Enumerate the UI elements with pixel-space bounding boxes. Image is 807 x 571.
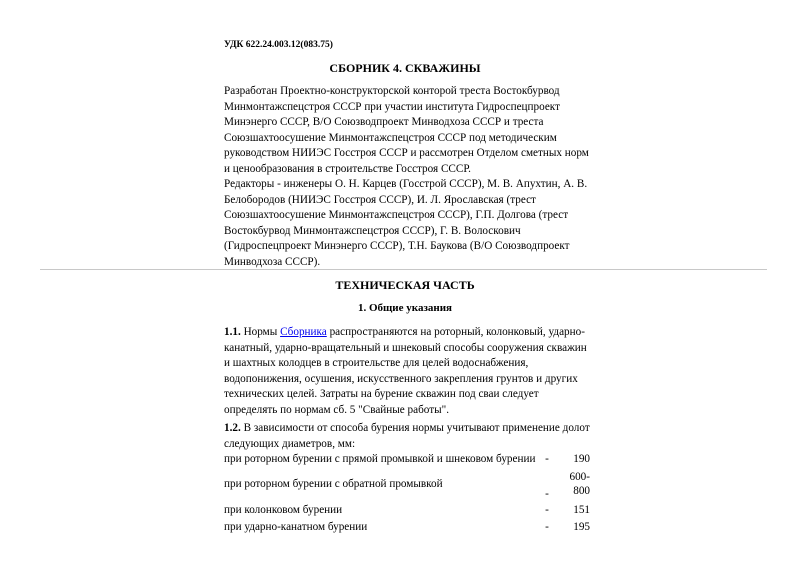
clause-text: В зависимости от способа бурения нормы учитывают применение долот следующих диаметров, мм: (224, 422, 590, 450)
bit-diameters-table (224, 450, 590, 535)
table-row (224, 467, 590, 501)
clause-text-start: Нормы (240, 326, 281, 338)
drilling-method-label: при роторном бурении с прямой промывкой и шнековом бурении (224, 452, 536, 465)
drilling-method-label: при роторном бурении с обратной промывкой (224, 478, 443, 490)
table-row (224, 450, 590, 467)
drilling-method-label: при колонковом бурении (224, 503, 343, 516)
diameter-value-top: 600- (569, 471, 590, 483)
dash: - (545, 452, 549, 465)
diameter-value (555, 467, 590, 501)
drilling-method-label: при ударно-канатном бурении (224, 520, 368, 533)
clause-1-1 (224, 325, 590, 419)
dash: - (545, 520, 549, 533)
diameter-value: 195 (573, 520, 590, 533)
diameter-value: 151 (573, 503, 590, 516)
editors-paragraph: Редакторы - инженеры О. Н. Карцев (Госстрой СССР), М. В. Апухтин, А. В. Белобородов (НИИЭС Госстроя СССР), И. Л. Ярославская (трест Союзшахтоосушение Минмонтажспецстроя СССР), Г.П. Долгова (трест Востокбурвод Минмонтажспецстроя СССР), Г. В. Волоскович (Гидроспецпроект Минэнерго СССР), Т.Н. Баукова (В/О Союзводпроект Минводхоза СССР). (224, 178, 588, 268)
section-divider (40, 269, 767, 270)
diameter-value-bottom: 800 (573, 485, 590, 497)
dash: - (545, 503, 549, 516)
diameter-value: 190 (573, 452, 590, 465)
clause-1-2 (224, 421, 590, 452)
clause-text-rest: распространяются на роторный, колонковый, ударно-канатный, ударно-вращательный и шнековый способы сооружения скважин и шахтных колодцев в строительстве для целей водоснабжения, водопонижения, осушения, искусственного закрепления грунтов и других технических целей. Затраты на бурение скважин под сваи следует определять по нормам сб. 5 "Свайные работы". (224, 326, 587, 416)
table-row (224, 518, 590, 535)
technical-part-title: ТЕХНИЧЕСКАЯ ЧАСТЬ (335, 278, 475, 292)
developed-by-paragraph: Разработан Проектно-конструкторской конторой треста Востокбурвод Минмонтажспецстроя СССР при участии института Гидроспецпроект Минэнерго СССР, В/О Союзводпроект Минводхоза СССР и треста Союзшахтоосушение Минмонтажспецстроя СССР под методическим руководством НИИЭС Госстроя СССР и рассмотрен Отделом сметных норм и ценообразования в строительстве Госстроя СССР. (224, 85, 589, 175)
clause-number: 1.1. (224, 326, 241, 338)
clause-number: 1.2. (224, 422, 241, 434)
collection-title: СБОРНИК 4. СКВАЖИНЫ (329, 61, 481, 75)
collection-link[interactable]: Сборника (280, 326, 327, 338)
general-instructions-title: 1. Общие указания (357, 302, 453, 314)
udk-code: УДК 622.24.003.12(083.75) (224, 40, 333, 50)
dash: - (545, 488, 549, 500)
table-row (224, 501, 590, 518)
